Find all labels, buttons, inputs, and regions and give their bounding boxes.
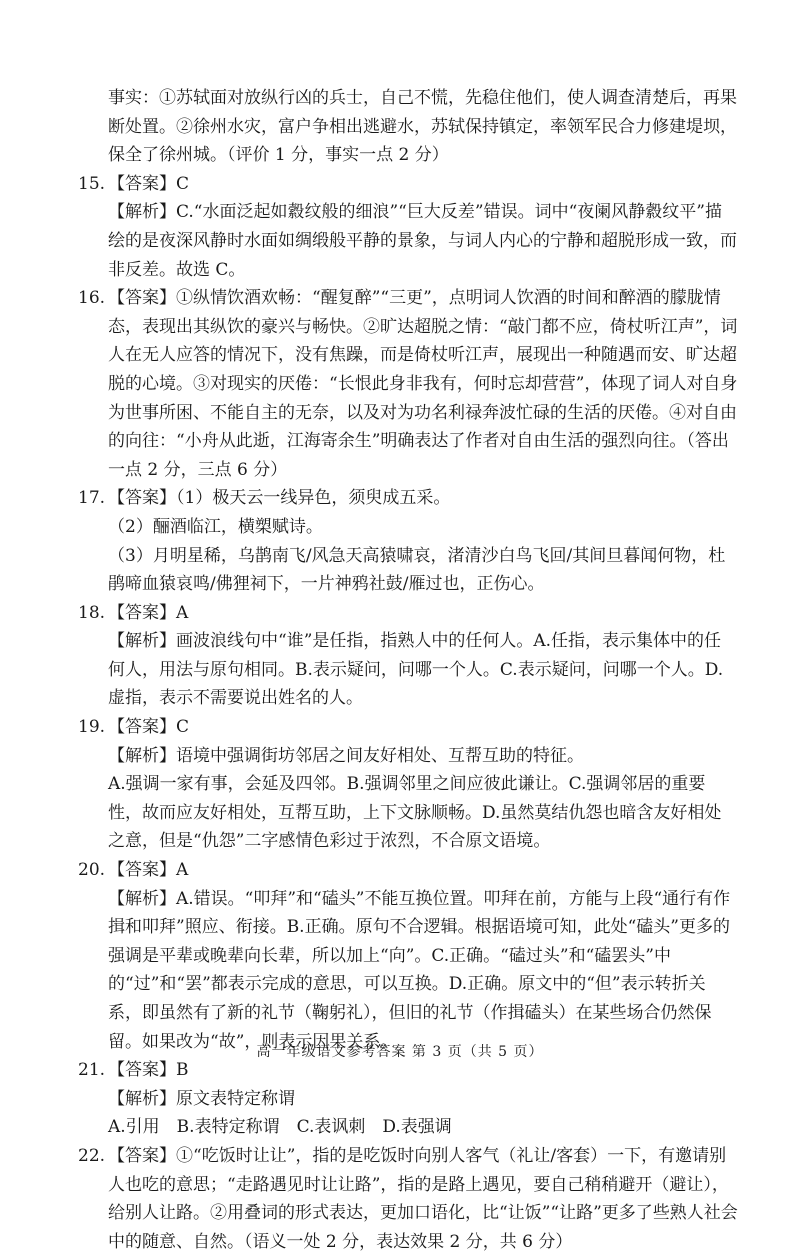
analysis-options-paragraph: A.强调一家有事，会延及四邻。B.强调邻里之间应彼此谦让。C.强调邻居的重要性，故而应友好相处，互帮互助，上下文脉顺畅。D.虽然莫结仇怨也暗含友好相处之意，但是“仇怨”二字感情色彩过于浓烈，不合原文语境。 <box>108 774 722 852</box>
analysis-paragraph <box>78 1085 738 1114</box>
page-footer: 高一年级语文参考答案 第 3 页（共 5 页） <box>256 1044 544 1060</box>
analysis-label: 【解析】 <box>108 888 176 909</box>
analysis-paragraph <box>78 198 738 284</box>
answer-item-2: （2）酾酒临江，横槊赋诗。 <box>108 516 323 537</box>
question-number: 19. <box>78 717 106 738</box>
analysis-paragraph <box>78 885 738 1057</box>
analysis-paragraph <box>78 627 738 713</box>
question-21 <box>78 1056 738 1142</box>
analysis-label: 【解析】 <box>108 202 176 223</box>
question-15 <box>78 170 738 284</box>
answer-label: 【答案】 <box>108 173 176 194</box>
answer-label: 【答案】 <box>108 1145 176 1166</box>
question-number: 17. <box>78 488 106 509</box>
question-number: 18. <box>78 602 106 623</box>
answer-item-3: （3）月明星稀，乌鹊南飞/风急天高猿啸哀，渚清沙白鸟飞回/其间旦暮闻何物，杜鹃啼血猿哀鸣/佛狸祠下，一片神鸦社鼓/雁过也，正伤心。 <box>108 545 726 595</box>
answer-value: B <box>176 1060 189 1081</box>
answer-text: ①“吃饭时让让”，指的是吃饭时向别人客气（礼让/客套）一下，有邀请别人也吃的意思；“走路遇见时让让路”，指的是路上遇见，要自己稍稍避开（避让），给别人让路。②用叠词的形式表达，更加口语化，比“让饭”“让路”更多了些熟人社会中的随意、自然。（语义一处 2 分，表达效果 2 分，共 6 分） <box>108 1145 738 1252</box>
answer-label: 【答案】 <box>108 717 176 738</box>
analysis-label: 【解析】 <box>108 631 176 652</box>
q14-facts-paragraph: 事实：①苏轼面对放纵行凶的兵士，自己不慌，先稳住他们，使人调查清楚后，再果断处置。②徐州水灾，富户争相出逃避水，苏轼保持镇定，率领军民合力修建堤坝，保全了徐州城。（评价 1 分，事实一点 2 分） <box>108 88 737 166</box>
question-number: 21. <box>78 1060 106 1081</box>
analysis-label: 【解析】 <box>108 1088 176 1109</box>
question-number: 15. <box>78 173 106 194</box>
question-number: 16. <box>78 288 106 309</box>
answer-label: 【答案】 <box>108 602 176 623</box>
analysis-paragraph <box>78 742 738 771</box>
analysis-label: 【解析】 <box>108 745 176 766</box>
question-16 <box>78 284 738 484</box>
analysis-text: 原文表特定称谓 <box>176 1088 295 1109</box>
analysis-text: 语境中强调街坊邻居之间友好相处、互帮互助的特征。 <box>176 745 584 766</box>
answer-label: 【答案】 <box>108 860 176 881</box>
question-18 <box>78 599 738 713</box>
answer-value: C <box>176 717 190 738</box>
answer-value: A <box>176 602 189 623</box>
question-17 <box>78 484 738 598</box>
question-20 <box>78 856 738 1056</box>
question-number: 20. <box>78 860 106 881</box>
analysis-text: C.“水面泛起如縠纹般的细浪”“巨大反差”错误。词中“夜阑风静縠纹平”描绘的是夜深风静时水面如绸缎般平静的景象，与词人内心的宁静和超脱形成一致，而非反差。故选 C。 <box>108 202 737 280</box>
answer-label: 【答案】 <box>108 488 176 509</box>
analysis-text: 画波浪线句中“谁”是任指，指熟人中的任何人。A.任指，表示集体中的任何人，用法与原句相同。B.表示疑问，问哪一个人。C.表示疑问，问哪一个人。D.虚指，表示不需要说出姓名的人。 <box>108 631 724 709</box>
question-number: 22. <box>78 1145 106 1166</box>
answer-label: 【答案】 <box>108 1060 176 1081</box>
answer-text: ①纵情饮酒欢畅：“醒复醉”“三更”，点明词人饮酒的时间和醉酒的朦胧情态，表现出其纵饮的豪兴与畅快。②旷达超脱之情：“敲门都不应，倚杖听江声”，词人在无人应答的情况下，没有焦躁，而是倚杖听江声，展现出一种随遇而安、旷达超脱的心境。③对现实的厌倦：“长恨此身非我有，何时忘却营营”，体现了词人对自身为世事所困、不能自主的无奈，以及对为功名利禄奔波忙碌的生活的厌倦。④对自由的向往：“小舟从此逝，江海寄余生”明确表达了作者对自由生活的强烈向往。（答出一点 2 分，三点 6 分） <box>108 288 738 480</box>
answer-item-1: （1）极天云一线异色，须臾成五采。 <box>176 488 451 509</box>
question-19 <box>78 713 738 856</box>
answer-value: A <box>176 860 189 881</box>
question-22 <box>78 1142 738 1256</box>
analysis-text: A.错误。“叩拜”和“磕头”不能互换位置。叩拜在前，方能与上段“通行有作揖和叩拜”照应、衔接。B.正确。原句不合逻辑。根据语境可知，此处“磕头”更多的强调是平辈或晚辈向长辈，所以加上“向”。C.正确。“磕过头”和“磕罢头”中的“过”和“罢”都表示完成的意思，可以互换。D.正确。原文中的“但”表示转折关系，即虽然有了新的礼节（鞠躬礼），但旧的礼节（作揖磕头）在某些场合仍然保留。如果改为“故”，则表示因果关系。 <box>108 888 731 1052</box>
answer-value: C <box>176 173 190 194</box>
option-list: A.引用 B.表特定称谓 C.表讽刺 D.表强调 <box>108 1117 452 1138</box>
page-content <box>78 84 738 1256</box>
answer-label: 【答案】 <box>108 288 176 309</box>
